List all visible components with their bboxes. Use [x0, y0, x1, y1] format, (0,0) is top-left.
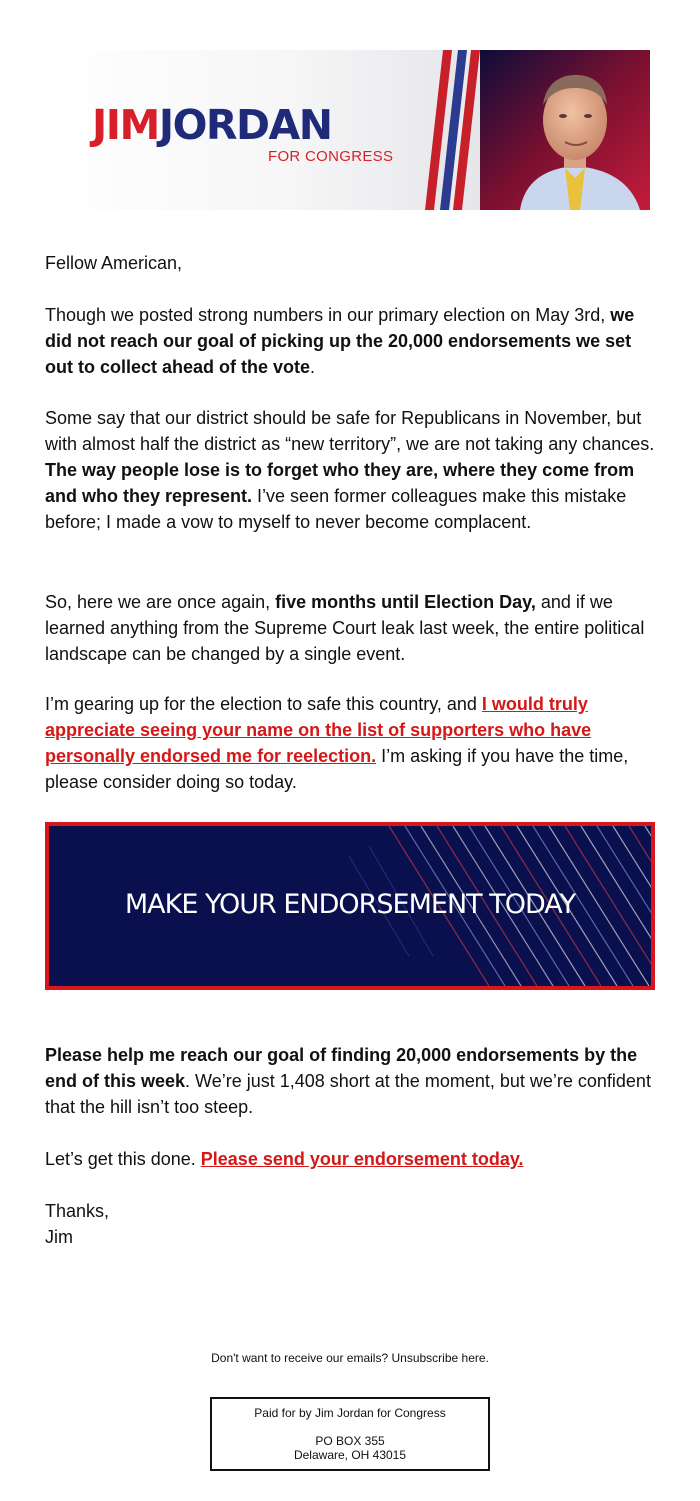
signoff-name: Jim: [45, 1227, 73, 1247]
paragraph-2: [45, 405, 655, 535]
p2-end: I’ve seen former colleagues make this mistake before; I made a vow to myself to never become complacent.: [45, 486, 627, 532]
paid-for-text: Paid for by Jim Jordan for Congress: [254, 1406, 446, 1420]
logo-first-name: JIM: [92, 101, 159, 149]
p2-text: Some say that our district should be safe for Republicans in November, but with almost half the district as “new territory”, we are not taking any chances.: [45, 408, 655, 454]
address-line-1: PO BOX 355: [315, 1434, 385, 1448]
paid-for-disclaimer: [210, 1397, 490, 1471]
address-line-2: Delaware, OH 43015: [293, 1448, 407, 1462]
p1-bold: we did not reach our goal of picking up the 20,000 endorsements we set out to collect ahead of the vote: [45, 305, 635, 377]
signoff-thanks: Thanks,: [45, 1201, 110, 1221]
make-endorsement-banner-button[interactable]: [45, 822, 655, 990]
p5-end: . We’re just 1,408 short at the moment, but we’re confident that the hill isn’t too steep.: [45, 1071, 651, 1117]
p5-bold: Please help me reach our goal of finding 20,000 endorsements by the end of this week: [45, 1045, 638, 1091]
p2-bold: The way people lose is to forget who they are, where they come from and who they represent.: [45, 460, 635, 506]
p6-text: Let’s get this done.: [45, 1149, 201, 1169]
p1-end: .: [310, 357, 316, 377]
paragraph-3: [45, 589, 655, 667]
p4-text: I’m gearing up for the election to safe this country, and: [45, 694, 482, 714]
candidate-photo: [480, 50, 650, 210]
paragraph-5: [45, 1042, 655, 1120]
p1-text: Though we posted strong numbers in our primary election on May 3rd,: [45, 305, 611, 325]
endorse-link-inline[interactable]: I would truly appreciate seeing your name on the list of supporters who have personally endorsed me for reelection.: [45, 694, 592, 766]
p3-text: So, here we are once again,: [45, 592, 276, 612]
header-banner: [50, 50, 650, 210]
endorse-link-final[interactable]: Please send your endorsement today.: [200, 1149, 524, 1169]
signoff: [45, 1198, 655, 1250]
logo-subtitle: FOR CONGRESS: [268, 148, 394, 165]
logo-last-name: JORDAN: [158, 101, 332, 149]
greeting: Fellow American,: [45, 253, 183, 273]
p3-bold: five months until Election Day,: [275, 592, 536, 612]
paragraph-1: [45, 302, 655, 380]
unsubscribe-link[interactable]: Don't want to receive our emails? Unsubscribe here.: [211, 1351, 489, 1365]
paragraph-4: [45, 691, 655, 795]
paragraph-6: [45, 1146, 655, 1172]
cta-label: MAKE YOUR ENDORSEMENT TODAY: [124, 889, 576, 920]
p3-end: and if we learned anything from the Supreme Court leak last week, the entire political landscape can be changed by a single event.: [45, 592, 645, 664]
p4-end: I’m asking if you have the time, please consider doing so today.: [45, 746, 629, 792]
